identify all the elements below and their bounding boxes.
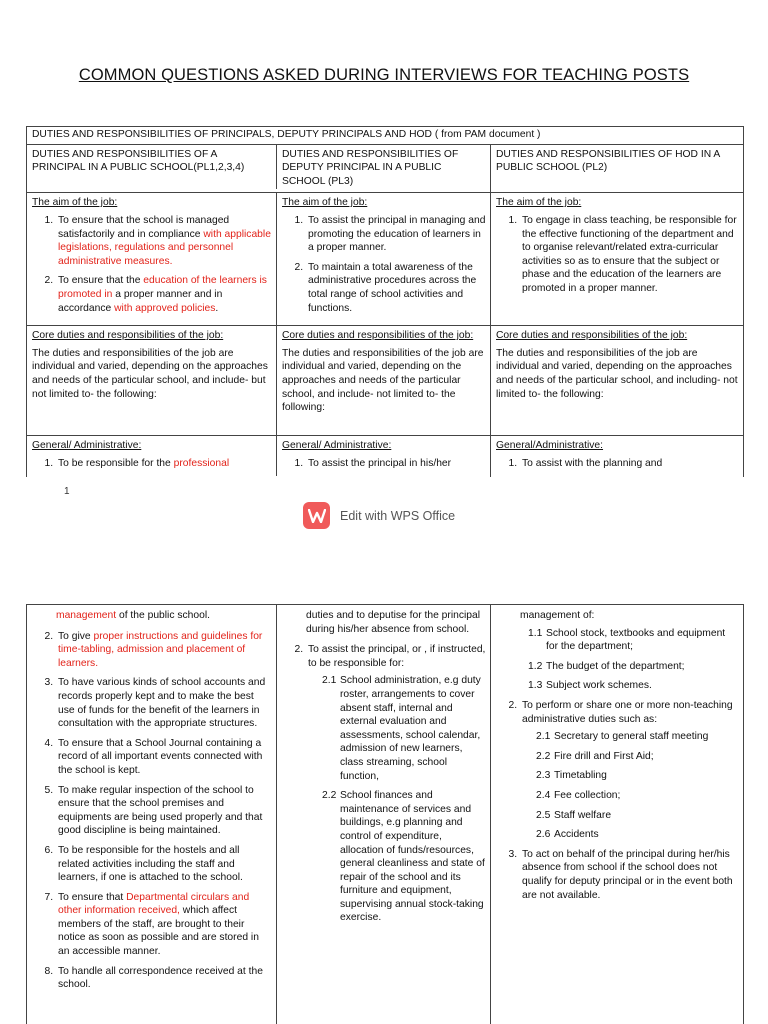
sub-item: 2.2 Fire drill and First Aid; xyxy=(536,750,654,762)
general-heading: General/Administrative: xyxy=(496,440,604,452)
list-item: 2. To maintain a total awareness of the administrative procedures across the total range of school activities and functions. xyxy=(306,261,486,315)
deputy-aim-cell xyxy=(277,193,491,325)
core-text: The duties and responsibilities of the job are individual and varied, depending on the approaches and needs of the particular school, and include- not limited to- the following: xyxy=(282,347,484,414)
list-item: 5. To make regular inspection of the school to ensure that the school premises and equipments are being used properly and that good discipline is being maintained. xyxy=(56,784,272,838)
list-item: 1. To be responsible for the professional xyxy=(56,457,272,471)
column-header-deputy: DUTIES AND RESPONSIBILITIES OF DEPUTY PRINCIPAL IN A PUBLIC SCHOOL (PL3) xyxy=(277,145,491,193)
list-item: 1. To assist the principal in his/her xyxy=(306,457,486,471)
aim-heading: The aim of the job: xyxy=(496,197,582,209)
general-heading: General/ Administrative: xyxy=(32,440,142,452)
deputy-core-cell xyxy=(277,326,491,435)
principal-general-list xyxy=(32,457,272,471)
sub-item: 1.2 The budget of the department; xyxy=(528,660,685,672)
hod-general-list xyxy=(496,457,739,471)
sub-item: 2.2 School finances and maintenance of services and buildings, e.g planning and control of expenditure, allocation of funds/resources, general cleanliness and state of repair of the school and its furniture and equipment, supervising annual stock-taking exercise. xyxy=(322,790,485,924)
deputy-continuation-cell xyxy=(277,605,491,1024)
list-item: 1. To assist with the planning and xyxy=(520,457,739,471)
table-header: DUTIES AND RESPONSIBILITIES OF PRINCIPALS, DEPUTY PRINCIPALS AND HOD ( from PAM document ) xyxy=(27,127,743,145)
principal-aim-cell xyxy=(27,193,277,325)
sub-item: 2.4 Fee collection; xyxy=(536,789,621,801)
list-item: 8. To handle all correspondence received at the school. xyxy=(56,965,272,992)
principal-core-cell xyxy=(27,326,277,435)
wps-edit-button[interactable] xyxy=(303,502,455,529)
hod-general-list-cont xyxy=(496,699,739,902)
principal-general-cell xyxy=(27,436,277,476)
list-item: 2. To ensure that the education of the learners is promoted in a proper manner and in accordance with approved policies. xyxy=(56,274,272,315)
sub-item: 2.1 School administration, e.g duty roster, arrangements to cover absent staff, internal and external evaluation and assessments, school calendar, admission of new learners, class streaming, school function, xyxy=(322,675,481,782)
core-text: The duties and responsibilities of the job are individual and varied, depending on the approaches and needs of the particular school, and including- not limited to- the following: xyxy=(496,347,738,400)
duties-table-page-1 xyxy=(26,126,744,477)
core-heading: Core duties and responsibilities of the job: xyxy=(282,330,474,342)
list-item: 4. To ensure that a School Journal containing a record of all important events connected with the school is kept. xyxy=(56,737,272,778)
hod-aim-cell xyxy=(491,193,743,325)
aim-heading: The aim of the job: xyxy=(282,197,368,209)
hod-continuation-cell xyxy=(491,605,743,1024)
sub-item: 1.3 Subject work schemes. xyxy=(528,680,652,692)
aim-row xyxy=(27,193,743,326)
sub-item: 2.6 Accidents xyxy=(536,829,599,841)
column-headers-row xyxy=(27,145,743,194)
continuation-row xyxy=(27,605,743,1024)
list-item: 1. To ensure that the school is managed satisfactorily and in compliance with applicable legislations, regulations and personnel administrative measures. xyxy=(56,214,272,268)
general-row xyxy=(27,436,743,477)
list-item: 3. To have various kinds of school accounts and records properly kept and to make the best use of funds for the benefit of the learners in consultation with the appropriate structures. xyxy=(56,676,272,730)
column-header-hod: DUTIES AND RESPONSIBILITIES OF HOD IN A PUBLIC SCHOOL (PL2) xyxy=(496,148,720,174)
core-duties-row xyxy=(27,326,743,436)
list-item: 3. To act on behalf of the principal during her/his absence from school if the school does not qualify for deputy principal or in the event both are not available. xyxy=(520,848,739,902)
page-title: COMMON QUESTIONS ASKED DURING INTERVIEWS FOR TEACHING POSTS xyxy=(78,66,690,84)
page-number: 1 xyxy=(64,486,70,497)
hod-aim-list xyxy=(496,214,739,296)
list-item: 2. To perform or share one or more non-teaching administrative duties such as: 2.1 Secretary to general staff meeting 2.2 Fire drill and First Aid; 2.3 Timetabling 2.4 Fee collection; 2.5 Staff welfare 2.6 Accidents xyxy=(520,699,739,842)
deputy-aim-list xyxy=(282,214,486,315)
list-item: 2. To assist the principal, or , if instructed, to be responsible for: 2.1 School administration, e.g duty roster, arrangements to cover absent staff, internal and external evaluation and assessments, school calendar, admission of new learners, class streaming, school function, 2.2 School finances and maintenance of services and buildings, e.g planning and control of expenditure, allocation of funds/resources, general cleanliness and state of repair of the school and its furniture and equipment, supervising annual stock-taking exercise. xyxy=(306,643,486,925)
list-item: 1. To assist the principal in managing and promoting the education of learners in a proper manner. xyxy=(306,214,486,255)
general-heading: General/ Administrative: xyxy=(282,440,392,452)
list-item: 6. To be responsible for the hostels and all related activities including the staff and learners, if one is attached to the school. xyxy=(56,844,272,885)
sub-item: 2.1 Secretary to general staff meeting xyxy=(536,731,709,743)
list-item-continued: management of the public school. xyxy=(56,610,210,621)
list-item: 2. To give proper instructions and guidelines for time-tabling, admission and placement of learners. xyxy=(56,630,272,671)
principal-general-list-cont xyxy=(32,630,272,992)
core-heading: Core duties and responsibilities of the job: xyxy=(32,330,224,342)
list-item: 1. To engage in class teaching, be responsible for the effective functioning of the department and to organise relevant/related extra-curricular activities so as to ensure that the subject or phase and the education of the learners are promoted in a proper manner. xyxy=(520,214,739,296)
wps-label: Edit with WPS Office xyxy=(340,508,456,523)
principal-aim-list xyxy=(32,214,272,315)
deputy-general-list xyxy=(282,457,486,471)
sub-item: 2.3 Timetabling xyxy=(536,770,607,782)
aim-heading: The aim of the job: xyxy=(32,197,118,209)
deputy-general-cell xyxy=(277,436,491,477)
core-heading: Core duties and responsibilities of the job: xyxy=(496,330,688,342)
duties-table-page-2 xyxy=(26,604,744,1024)
wps-logo-icon xyxy=(303,502,330,529)
deputy-general-list-cont xyxy=(282,643,486,925)
list-item: 7. To ensure that Departmental circulars and other information received, which affect members of the staff, are brought to their notice as soon as possible and are stored in an accessible manner. xyxy=(56,891,272,959)
column-header-principal: DUTIES AND RESPONSIBILITIES OF A PRINCIPAL IN A PUBLIC SCHOOL(PL1,2,3,4) xyxy=(27,145,277,189)
list-item-continued: management of: xyxy=(520,610,595,621)
core-text: The duties and responsibilities of the job are individual and varied, depending on the approaches and needs of the particular school, and include- but not limited to- the following: xyxy=(32,347,268,400)
hod-core-cell xyxy=(491,326,743,435)
sub-item: 2.5 Staff welfare xyxy=(536,809,612,821)
hod-general-cell xyxy=(491,436,743,477)
list-item-continued: duties and to deputise for the principal during his/her absence from school. xyxy=(306,610,481,635)
principal-continuation-cell xyxy=(27,605,277,1024)
sub-item: 1.1 School stock, textbooks and equipment for the department; xyxy=(528,627,726,653)
